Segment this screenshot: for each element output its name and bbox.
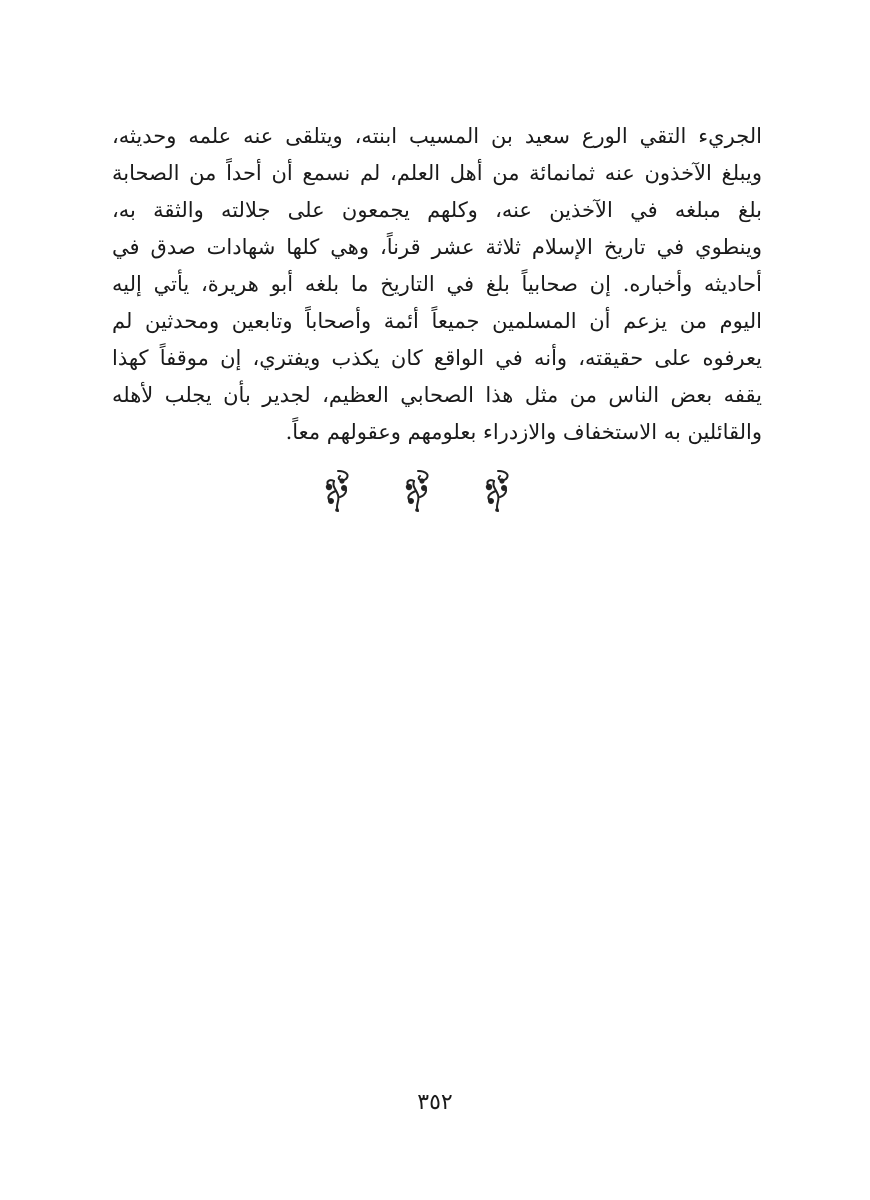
section-divider-ornaments	[318, 466, 518, 514]
text-line: اليوم من يزعم أن المسلمين جميعاً أئمة وأصحاباً وتابعين ومحدثين لم	[112, 309, 762, 333]
floral-ornament-icon	[478, 467, 518, 513]
text-line: وينطوي في تاريخ الإسلام ثلاثة عشر قرناً، وهي كلها شهادات صدق في	[112, 235, 762, 259]
body-text	[112, 118, 762, 451]
text-line: بلغ مبلغه في الآخذين عنه، وكلهم يجمعون على جلالته والثقة به،	[112, 198, 762, 222]
text-line: أحاديثه وأخباره. إن صحابياً بلغ في التاريخ ما بلغه أبو هريرة، يأتي إليه	[112, 272, 762, 296]
floral-ornament-icon	[398, 467, 438, 513]
text-line-last: والقائلين به الاستخفاف والازدراء بعلومهم وعقولهم معاً.	[285, 420, 762, 444]
text-line: يعرفوه على حقيقته، وأنه في الواقع كان يكذب ويفتري، إن موقفاً كهذا	[112, 346, 762, 370]
floral-ornament-icon	[318, 467, 358, 513]
page-number: ٣٥٢	[417, 1090, 453, 1115]
text-line: ويبلغ الآخذون عنه ثمانمائة من أهل العلم، لم نسمع أن أحداً من الصحابة	[112, 161, 762, 185]
text-line: يقفه بعض الناس من مثل هذا الصحابي العظيم، لجدير بأن يجلب لأهله	[112, 383, 762, 407]
text-line: الجريء التقي الورع سعيد بن المسيب ابنته، ويتلقى عنه علمه وحديثه،	[112, 124, 762, 148]
